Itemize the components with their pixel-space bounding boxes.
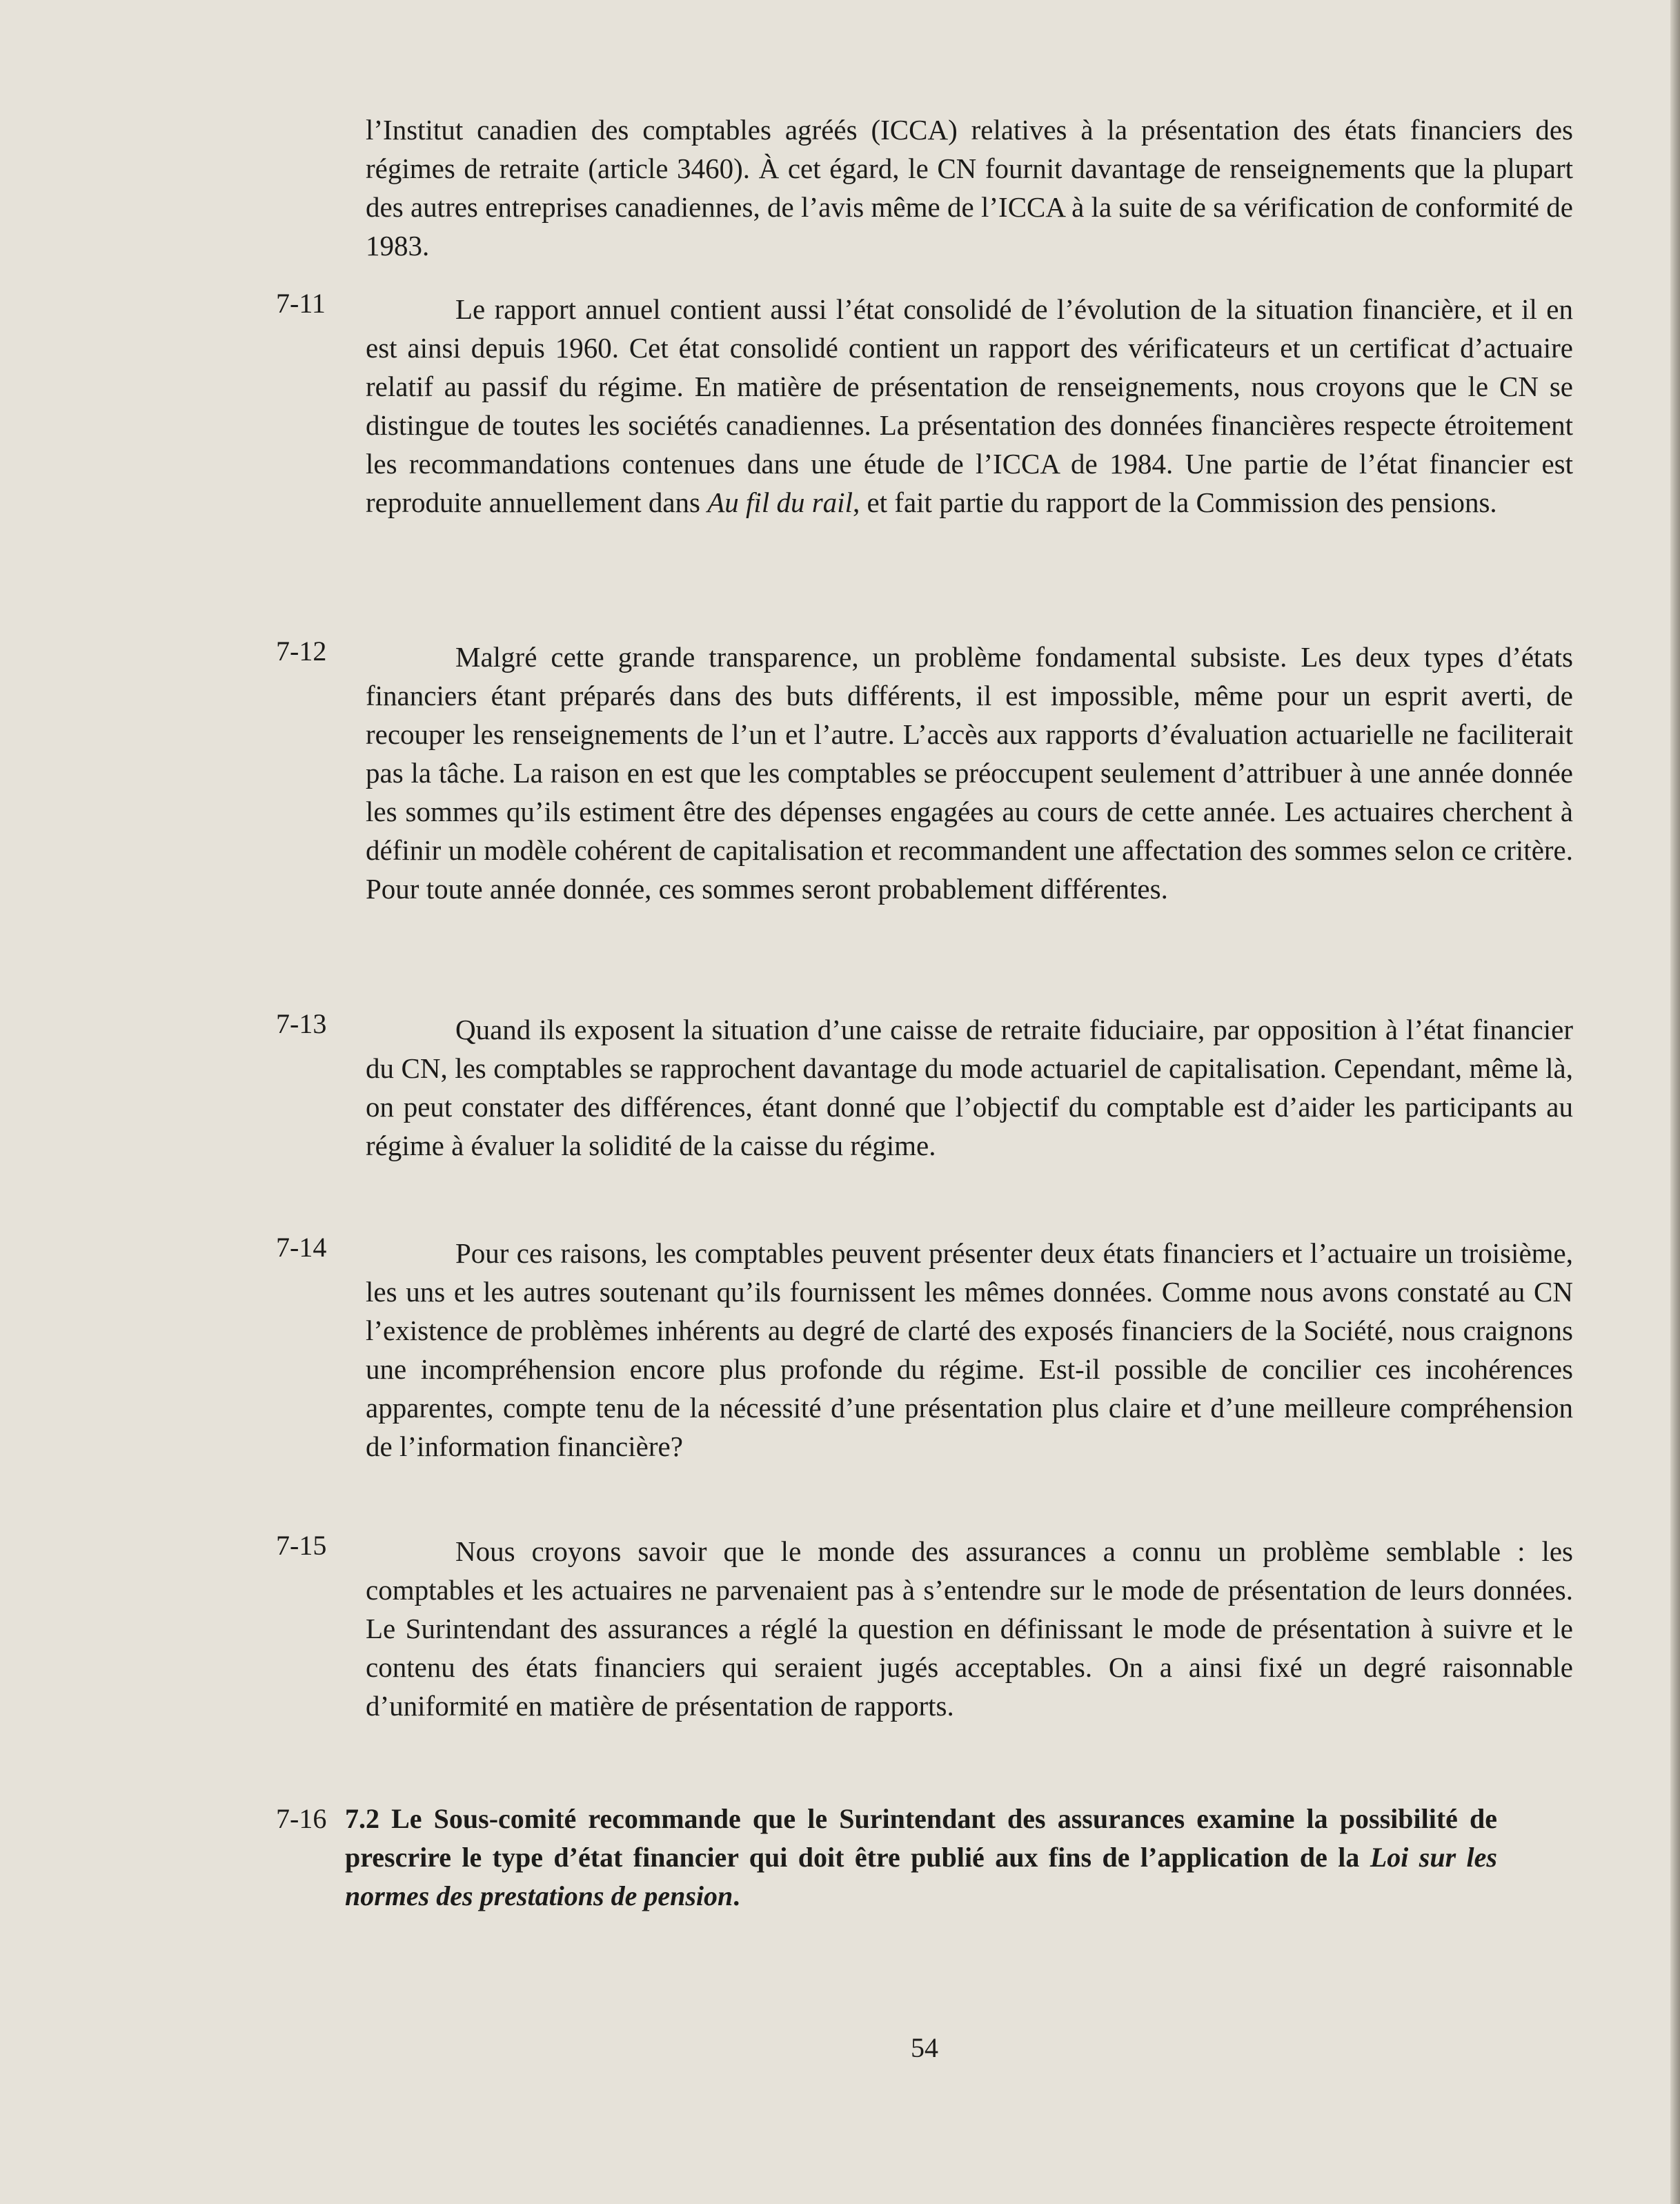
opening-paragraph: l’Institut canadien des comptables agréés (ICCA) relatives à la présentation des états financiers des régimes de retraite (article 3460). À cet égard, le CN fournit davantage de renseignements que la plupart des autres entreprises canadiennes, de l’avis même de l’ICCA à la suite de sa vérification de conformité de 1983.: [366, 114, 1573, 262]
paragraph-7-14-text: Pour ces raisons, les comptables peuvent présenter deux états financiers et l’actuaire un troisième, les uns et les autres soutenant qu’ils fournissent les mêmes données. Comme nous avons constaté au CN l’existence de problèmes inhérents au degré de clarté des exposés financiers de la Société, nous craignons une incompréhension encore plus profonde du régime. Est-il possible de concilier ces incohérences apparentes, compte tenu de la nécessité d’une présentation plus claire et d’une meilleure compréhension de l’information financière?: [366, 1237, 1573, 1462]
paragraph-7-12-text: Malgré cette grande transparence, un problème fondamental subsiste. Les deux types d’états financiers étant préparés dans des buts différents, il est impossible, même pour un esprit averti, de recouper les renseignements de l’un et l’autre. L’accès aux rapports d’évaluation actuarielle ne faciliterait pas la tâche. La raison en est que les comptables se préoccupent seulement d’attribuer à une année donnée les sommes qu’ils estiment être des dépenses engagées au cours de cette année. Les actuaires cherchent à définir un modèle cohérent de capitalisation et recommandent une affectation des sommes selon ce critère. Pour toute année donnée, ces sommes seront probablement différentes.: [366, 641, 1573, 905]
act-title: Loi sur les normes des prestations de pension: [345, 1842, 1497, 1911]
paragraph-7-15: [366, 1532, 1573, 1725]
paragraph-7-11: [366, 290, 1573, 522]
paragraph-7-13-text: Quand ils exposent la situation d’une caisse de retraite fiduciaire, par opposition à l’état financier du CN, les comptables se rapprochent davantage du mode actuariel de capitalisation. Cependant, même là, on peut constater des différences, étant donné que l’objectif du comptable est d’aider les participants au régime à évaluer la solidité de la caisse du régime.: [366, 1014, 1573, 1161]
paragraph-number-7-14: 7-14: [276, 1232, 327, 1263]
paragraph-number-7-15: 7-15: [276, 1530, 327, 1561]
paragraph-7-11-text: Le rapport annuel contient aussi l’état consolidé de l’évolution de la situation financière, et il en est ainsi depuis 1960. Cet état consolidé contient un rapport des vérificateurs et un certificat d’actuaire relatif au passif du régime. En matière de présentation de renseignements, nous croyons que le CN se distingue de toutes les sociétés canadiennes. La présentation des données financières respecte étroitement les recommandations contenues dans une étude de l’ICCA de 1984. Une partie de l’état financier est reproduite annuellement dans: [366, 293, 1573, 518]
paragraph-number-7-12: 7-12: [276, 636, 327, 667]
paragraph-number-7-11: 7-11: [276, 288, 326, 319]
paragraph-number-7-13: 7-13: [276, 1008, 327, 1039]
paragraph-7-13: [366, 1010, 1573, 1165]
page-number: 54: [911, 2032, 938, 2063]
paragraph-7-11-text-end: , et fait partie du rapport de la Commission des pensions.: [852, 486, 1497, 518]
paragraph-number-7-16: 7-16: [276, 1803, 327, 1834]
page-edge-shadow: [1670, 0, 1680, 2204]
recommendation-text-end: .: [733, 1880, 740, 1911]
recommendation-text: Le Sous-comité recommande que le Surintendant des assurances examine la possibilité de prescrire le type d’état financier qui doit être publié aux fins de l’application de la: [345, 1803, 1498, 1873]
recommendation-label: 7.2: [345, 1803, 379, 1834]
paragraph-7-15-text: Nous croyons savoir que le monde des assurances a connu un problème semblable : les comptables et les actuaires ne parvenaient pas à s’entendre sur le mode de présentation de leurs données. Le Surintendant des assurances a réglé la question en définissant le mode de présentation à suivre et le contenu des états financiers qui seraient jugés acceptables. On a ainsi fixé un degré raisonnable d’uniformité en matière de présentation de rapports.: [366, 1535, 1573, 1722]
publication-title: Au fil du rail: [707, 486, 853, 518]
recommendation-7-2: [345, 1800, 1497, 1916]
paragraph-7-14: [366, 1234, 1573, 1466]
paragraph-7-12: [366, 638, 1573, 908]
